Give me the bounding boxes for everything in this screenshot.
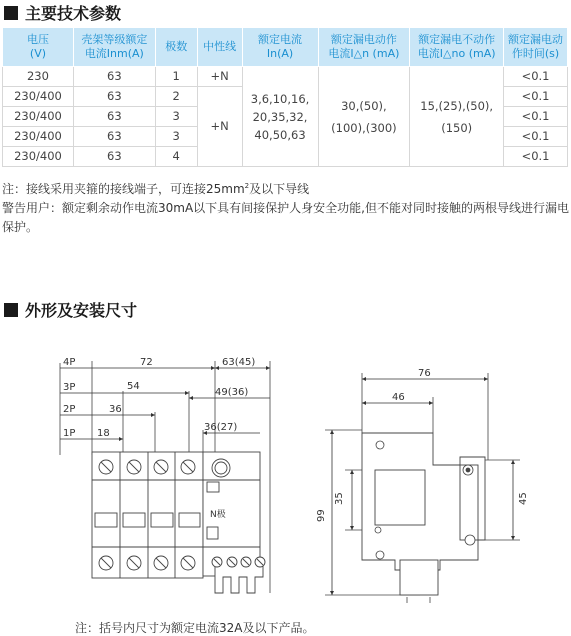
side-view-drawing <box>316 365 535 610</box>
cell-time: <0.1 <box>504 67 568 87</box>
header-frame-current: 壳架等级额定 电流Inm(A) <box>73 28 155 67</box>
header-operating-current: 额定漏电动作 电流I△n (mA) <box>318 28 410 67</box>
cell-neutral-merged: +N <box>197 87 242 167</box>
section-title-text: 外形及安装尺寸 <box>25 301 138 320</box>
notes-block <box>2 177 570 237</box>
note-warning: 警告用户：额定剩余动作电流30mA以下具有间接保护人身安全功能,但不能对同时接触的两根导线进行漏电保护。 <box>2 201 569 234</box>
front-view-drawing <box>55 355 300 610</box>
square-bullet-icon <box>4 6 18 20</box>
dim-54: 54 <box>127 381 140 392</box>
section-title-text: 主要技术参数 <box>25 4 122 23</box>
header-trip-time: 额定漏电动 作时间(s) <box>504 28 568 67</box>
cell-voltage: 230 <box>3 67 74 87</box>
cell-voltage: 230/400 <box>3 87 74 107</box>
dim-36: 36 <box>109 404 122 415</box>
dim-label-2p: 2P <box>63 404 76 415</box>
cell-time: <0.1 <box>504 147 568 167</box>
dimension-caption: 注：括号内尺寸为额定电流32A及以下产品。 <box>75 621 315 635</box>
dim-label-1p: 1P <box>63 428 76 439</box>
cell-time: <0.1 <box>504 107 568 127</box>
spec-table <box>2 27 568 167</box>
dim-label-3p: 3P <box>63 382 76 393</box>
section-title-specs <box>4 1 121 24</box>
table-header-row <box>3 28 568 67</box>
cell-frame: 63 <box>73 127 155 147</box>
square-bullet-icon <box>4 303 18 317</box>
cell-poles: 1 <box>155 67 197 87</box>
header-rated-current: 额定电流 In(A) <box>242 28 318 67</box>
cell-operating-values: 30,(50), (100),(300) <box>318 67 410 167</box>
cell-poles: 4 <box>155 147 197 167</box>
note-wiring: 注：接线采用夹箍的接线端子，可连接$25mm^2$及以下导线 <box>2 182 310 196</box>
cell-frame: 63 <box>73 87 155 107</box>
dim-36-27: 36(27) <box>204 422 238 433</box>
header-non-operating-current: 额定漏电不动作 电流I△no (mA) <box>410 28 504 67</box>
dim-45: 45 <box>518 492 529 505</box>
cell-rated-values: 3,6,10,16, 20,35,32, 40,50,63 <box>242 67 318 167</box>
cell-voltage: 230/400 <box>3 127 74 147</box>
cell-voltage: 230/400 <box>3 147 74 167</box>
cell-time: <0.1 <box>504 127 568 147</box>
cell-non-operating-values: 15,(25),(50), (150) <box>410 67 504 167</box>
cell-poles: 3 <box>155 127 197 147</box>
table-row <box>3 67 568 87</box>
cell-poles: 2 <box>155 87 197 107</box>
cell-frame: 63 <box>73 147 155 167</box>
n-pole-label: N极 <box>210 510 226 520</box>
header-poles: 极数 <box>155 28 197 67</box>
dim-49-36: 49(36) <box>215 387 249 398</box>
dim-72: 72 <box>140 357 153 368</box>
cell-voltage: 230/400 <box>3 107 74 127</box>
cell-frame: 63 <box>73 107 155 127</box>
header-voltage: 电压 (V) <box>3 28 74 67</box>
dim-63-45: 63(45) <box>222 357 256 368</box>
dim-18: 18 <box>97 428 110 439</box>
cell-time: <0.1 <box>504 87 568 107</box>
section-title-dimensions <box>4 298 137 321</box>
dim-46: 46 <box>392 392 405 403</box>
cell-poles: 3 <box>155 107 197 127</box>
cell-frame: 63 <box>73 67 155 87</box>
dim-label-4p: 4P <box>63 357 76 368</box>
cell-neutral: +N <box>197 67 242 87</box>
header-neutral: 中性线 <box>197 28 242 67</box>
dim-76: 76 <box>418 368 431 379</box>
dim-99: 99 <box>316 509 327 522</box>
dim-35: 35 <box>334 492 345 505</box>
